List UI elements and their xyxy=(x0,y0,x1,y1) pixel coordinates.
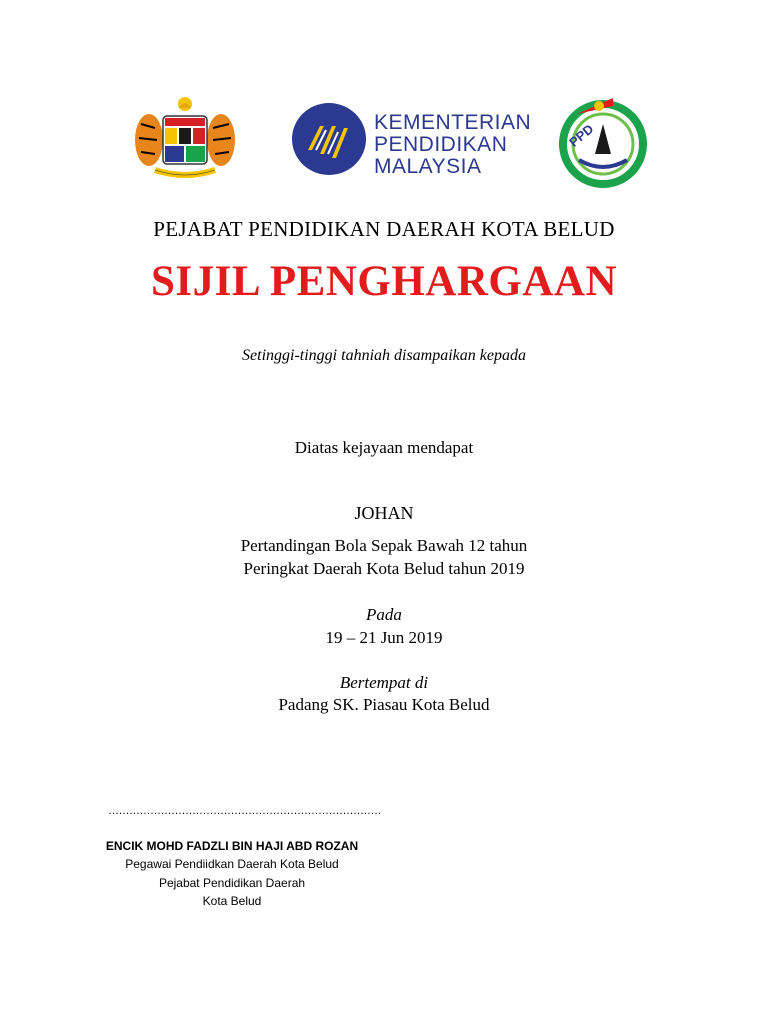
kpm-line-1: KEMENTERIAN xyxy=(374,111,532,134)
signature-line: …………………………………………………………………… xyxy=(108,805,381,817)
signatory-organization: Pejabat Pendidikan Daerah xyxy=(158,876,306,890)
competition-line-1: Pertandingan Bola Sepak Bawah 12 tahun xyxy=(240,536,528,555)
achievement-label: Diatas kejayaan mendapat xyxy=(294,438,474,457)
kpm-logo xyxy=(290,100,530,180)
date-label: Pada xyxy=(366,605,402,624)
event-date: 19 – 21 Jun 2019 xyxy=(325,628,443,647)
malaysia-coat-of-arms-icon xyxy=(125,94,245,186)
kpm-wordmark xyxy=(374,112,531,178)
award-title: JOHAN xyxy=(354,503,414,523)
greeting-line: Setinggi-tinggi tahniah disampaikan kepada xyxy=(242,347,526,364)
logo-row xyxy=(0,90,768,190)
ppd-monogram: PPD xyxy=(566,121,597,150)
certificate-title: SIJIL PENGHARGAAN xyxy=(150,258,618,305)
kpm-emblem-icon xyxy=(290,100,368,178)
kpm-line-2: PENDIDIKAN xyxy=(374,133,508,156)
competition-line-2: Peringkat Daerah Kota Belud tahun 2019 xyxy=(243,559,525,578)
signatory-location: Kota Belud xyxy=(202,894,262,908)
kpm-line-3: MALAYSIA xyxy=(374,155,482,178)
ppd-kota-belud-emblem-icon xyxy=(555,94,651,190)
signatory-position: Pegawai Pendiidkan Daerah Kota Belud xyxy=(125,857,339,871)
issuing-office: PEJABAT PENDIDIKAN DAERAH KOTA BELUD xyxy=(153,217,615,241)
signatory-name: ENCIK MOHD FADZLI BIN HAJI ABD ROZAN xyxy=(105,839,359,853)
event-venue: Padang SK. Piasau Kota Belud xyxy=(278,695,490,714)
venue-label: Bertempat di xyxy=(339,673,429,692)
